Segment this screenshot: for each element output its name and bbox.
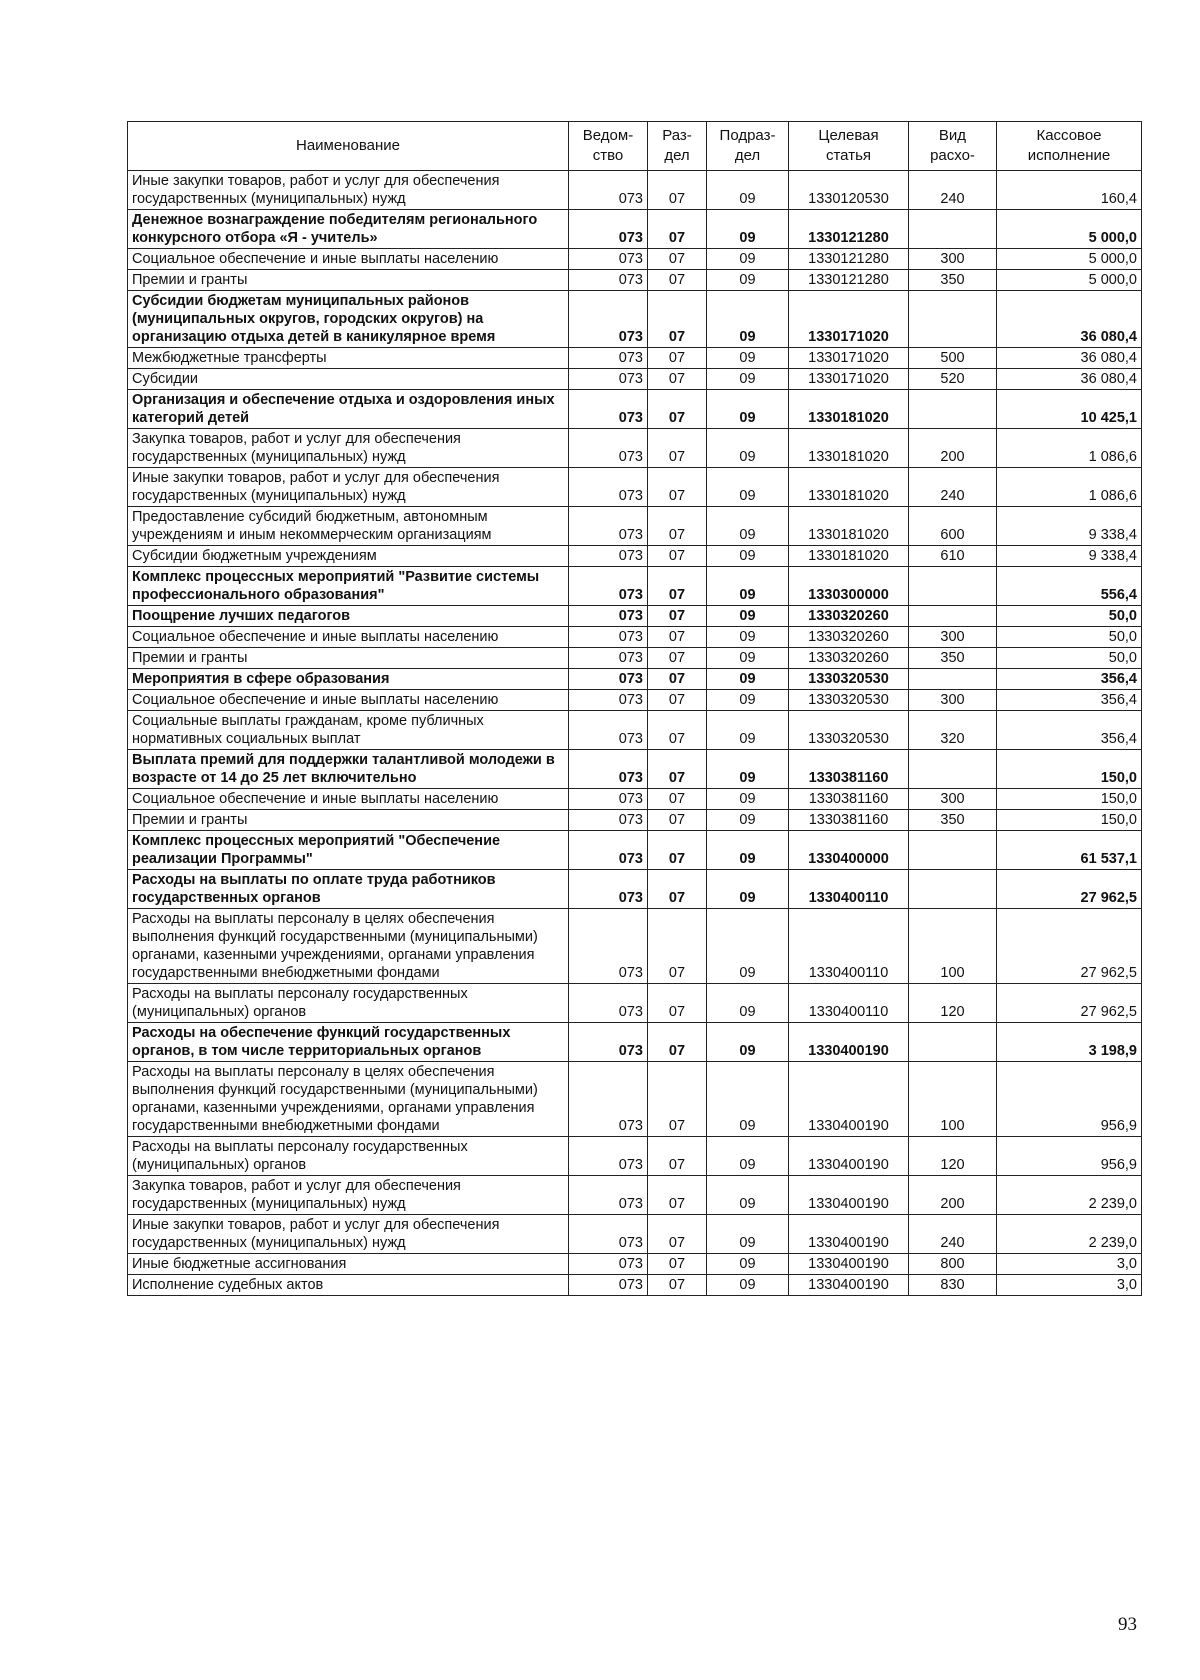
- cell-expense-type: 240: [909, 171, 997, 210]
- cell-section: 07: [648, 390, 707, 429]
- cell-cash-execution: 50,0: [997, 627, 1142, 648]
- budget-execution-table: [127, 121, 1142, 1296]
- cell-name: Расходы на выплаты персоналу государственных (муниципальных) органов: [128, 1137, 569, 1176]
- table-body: [128, 171, 1142, 1296]
- cell-section: 07: [648, 1176, 707, 1215]
- cell-section: 07: [648, 171, 707, 210]
- cell-target-article: 1330320260: [789, 648, 909, 669]
- cell-expense-type: 350: [909, 810, 997, 831]
- cell-section: 07: [648, 429, 707, 468]
- cell-subsection: 09: [707, 669, 789, 690]
- cell-target-article: 1330400110: [789, 909, 909, 984]
- cell-department: 073: [569, 711, 648, 750]
- cell-expense-type: 300: [909, 249, 997, 270]
- cell-department: 073: [569, 648, 648, 669]
- cell-cash-execution: 5 000,0: [997, 270, 1142, 291]
- cell-expense-type: 240: [909, 468, 997, 507]
- cell-expense-type: 300: [909, 627, 997, 648]
- cell-department: 073: [569, 249, 648, 270]
- table-row: [128, 711, 1142, 750]
- cell-expense-type: 830: [909, 1275, 997, 1296]
- cell-subsection: 09: [707, 789, 789, 810]
- cell-department: 073: [569, 270, 648, 291]
- cell-cash-execution: 1 086,6: [997, 429, 1142, 468]
- cell-section: 07: [648, 1023, 707, 1062]
- cell-name: Выплата премий для поддержки талантливой молодежи в возрасте от 14 до 25 лет включительно: [128, 750, 569, 789]
- cell-subsection: 09: [707, 831, 789, 870]
- cell-target-article: 1330320260: [789, 627, 909, 648]
- cell-cash-execution: 50,0: [997, 648, 1142, 669]
- cell-target-article: 1330381160: [789, 789, 909, 810]
- cell-cash-execution: 1 086,6: [997, 468, 1142, 507]
- cell-expense-type: 200: [909, 1176, 997, 1215]
- cell-name: Организация и обеспечение отдыха и оздоровления иных категорий детей: [128, 390, 569, 429]
- cell-department: 073: [569, 810, 648, 831]
- cell-subsection: 09: [707, 606, 789, 627]
- cell-department: 073: [569, 369, 648, 390]
- cell-target-article: 1330300000: [789, 567, 909, 606]
- cell-name: Расходы на выплаты по оплате труда работников государственных органов: [128, 870, 569, 909]
- cell-section: 07: [648, 690, 707, 711]
- cell-section: 07: [648, 210, 707, 249]
- cell-department: 073: [569, 831, 648, 870]
- cell-department: 073: [569, 507, 648, 546]
- cell-target-article: 1330181020: [789, 390, 909, 429]
- cell-cash-execution: 9 338,4: [997, 507, 1142, 546]
- cell-section: 07: [648, 909, 707, 984]
- cell-target-article: 1330400000: [789, 831, 909, 870]
- cell-name: Расходы на выплаты персоналу государственных (муниципальных) органов: [128, 984, 569, 1023]
- cell-name: Социальное обеспечение и иные выплаты населению: [128, 249, 569, 270]
- cell-name: Комплекс процессных мероприятий "Обеспечение реализации Программы": [128, 831, 569, 870]
- cell-section: 07: [648, 810, 707, 831]
- cell-section: 07: [648, 348, 707, 369]
- table-row: [128, 606, 1142, 627]
- cell-target-article: 1330320530: [789, 711, 909, 750]
- cell-expense-type: [909, 750, 997, 789]
- cell-subsection: 09: [707, 390, 789, 429]
- cell-department: 073: [569, 870, 648, 909]
- cell-name: Комплекс процессных мероприятий "Развитие системы профессионального образования": [128, 567, 569, 606]
- cell-name: Субсидии: [128, 369, 569, 390]
- cell-cash-execution: 50,0: [997, 606, 1142, 627]
- cell-target-article: 1330400110: [789, 984, 909, 1023]
- cell-section: 07: [648, 291, 707, 348]
- cell-cash-execution: 5 000,0: [997, 249, 1142, 270]
- cell-subsection: 09: [707, 1062, 789, 1137]
- cell-department: 073: [569, 690, 648, 711]
- cell-department: 073: [569, 171, 648, 210]
- cell-subsection: 09: [707, 270, 789, 291]
- cell-department: 073: [569, 984, 648, 1023]
- cell-target-article: 1330381160: [789, 810, 909, 831]
- cell-department: 073: [569, 1062, 648, 1137]
- cell-section: 07: [648, 648, 707, 669]
- header-target-article: Целевая статья: [789, 122, 909, 171]
- cell-department: 073: [569, 348, 648, 369]
- cell-subsection: 09: [707, 1215, 789, 1254]
- cell-cash-execution: 956,9: [997, 1137, 1142, 1176]
- cell-target-article: 1330400190: [789, 1023, 909, 1062]
- header-name: Наименование: [128, 122, 569, 171]
- table-row: [128, 468, 1142, 507]
- cell-name: Иные бюджетные ассигнования: [128, 1254, 569, 1275]
- table-row: [128, 369, 1142, 390]
- cell-target-article: 1330400190: [789, 1176, 909, 1215]
- cell-section: 07: [648, 1062, 707, 1137]
- cell-name: Расходы на выплаты персоналу в целях обеспечения выполнения функций государственными (муниципальными) органами, казенными учреждениями, органами управления государственными внебюджетными фондами: [128, 909, 569, 984]
- cell-expense-type: 350: [909, 648, 997, 669]
- cell-subsection: 09: [707, 291, 789, 348]
- cell-subsection: 09: [707, 429, 789, 468]
- cell-expense-type: 300: [909, 690, 997, 711]
- cell-expense-type: 100: [909, 1062, 997, 1137]
- cell-target-article: 1330181020: [789, 546, 909, 567]
- table-row: [128, 249, 1142, 270]
- cell-expense-type: [909, 606, 997, 627]
- cell-target-article: 1330181020: [789, 468, 909, 507]
- cell-target-article: 1330381160: [789, 750, 909, 789]
- cell-subsection: 09: [707, 870, 789, 909]
- cell-name: Закупка товаров, работ и услуг для обеспечения государственных (муниципальных) нужд: [128, 429, 569, 468]
- cell-cash-execution: 27 962,5: [997, 870, 1142, 909]
- cell-name: Денежное вознаграждение победителям регионального конкурсного отбора «Я - учитель»: [128, 210, 569, 249]
- cell-target-article: 1330181020: [789, 429, 909, 468]
- cell-subsection: 09: [707, 627, 789, 648]
- table-row: [128, 507, 1142, 546]
- cell-subsection: 09: [707, 210, 789, 249]
- table-row: [128, 567, 1142, 606]
- cell-cash-execution: 956,9: [997, 1062, 1142, 1137]
- cell-target-article: 1330320530: [789, 690, 909, 711]
- cell-name: Исполнение судебных актов: [128, 1275, 569, 1296]
- cell-cash-execution: 356,4: [997, 690, 1142, 711]
- table-row: [128, 546, 1142, 567]
- cell-subsection: 09: [707, 750, 789, 789]
- cell-expense-type: [909, 1023, 997, 1062]
- cell-cash-execution: 2 239,0: [997, 1215, 1142, 1254]
- cell-department: 073: [569, 1137, 648, 1176]
- cell-target-article: 1330121280: [789, 249, 909, 270]
- cell-subsection: 09: [707, 1176, 789, 1215]
- cell-cash-execution: 36 080,4: [997, 291, 1142, 348]
- cell-name: Социальные выплаты гражданам, кроме публичных нормативных социальных выплат: [128, 711, 569, 750]
- cell-target-article: 1330320260: [789, 606, 909, 627]
- cell-expense-type: 200: [909, 429, 997, 468]
- cell-cash-execution: 3 198,9: [997, 1023, 1142, 1062]
- cell-expense-type: 300: [909, 789, 997, 810]
- cell-name: Мероприятия в сфере образования: [128, 669, 569, 690]
- cell-name: Иные закупки товаров, работ и услуг для обеспечения государственных (муниципальных) нужд: [128, 171, 569, 210]
- table-row: [128, 810, 1142, 831]
- cell-section: 07: [648, 249, 707, 270]
- cell-department: 073: [569, 669, 648, 690]
- cell-section: 07: [648, 1254, 707, 1275]
- cell-cash-execution: 160,4: [997, 171, 1142, 210]
- header-cash-execution: Кассовое исполнение: [997, 122, 1142, 171]
- cell-name: Социальное обеспечение и иные выплаты населению: [128, 627, 569, 648]
- cell-department: 073: [569, 1023, 648, 1062]
- cell-section: 07: [648, 507, 707, 546]
- cell-cash-execution: 36 080,4: [997, 369, 1142, 390]
- cell-section: 07: [648, 1137, 707, 1176]
- cell-department: 073: [569, 1254, 648, 1275]
- cell-section: 07: [648, 831, 707, 870]
- cell-expense-type: [909, 669, 997, 690]
- cell-name: Премии и гранты: [128, 270, 569, 291]
- cell-name: Субсидии бюджетным учреждениям: [128, 546, 569, 567]
- cell-subsection: 09: [707, 690, 789, 711]
- header-expense-type: Вид расхо-: [909, 122, 997, 171]
- table-row: [128, 291, 1142, 348]
- cell-expense-type: [909, 831, 997, 870]
- cell-target-article: 1330120530: [789, 171, 909, 210]
- cell-name: Иные закупки товаров, работ и услуг для обеспечения государственных (муниципальных) нужд: [128, 1215, 569, 1254]
- cell-name: Социальное обеспечение и иные выплаты населению: [128, 789, 569, 810]
- cell-department: 073: [569, 390, 648, 429]
- cell-department: 073: [569, 789, 648, 810]
- cell-cash-execution: 27 962,5: [997, 984, 1142, 1023]
- cell-department: 073: [569, 546, 648, 567]
- cell-expense-type: 120: [909, 984, 997, 1023]
- cell-expense-type: [909, 210, 997, 249]
- cell-target-article: 1330171020: [789, 291, 909, 348]
- table-row: [128, 669, 1142, 690]
- cell-department: 073: [569, 750, 648, 789]
- cell-name: Межбюджетные трансферты: [128, 348, 569, 369]
- cell-name: Социальное обеспечение и иные выплаты населению: [128, 690, 569, 711]
- table-row: [128, 1137, 1142, 1176]
- cell-expense-type: [909, 567, 997, 606]
- cell-subsection: 09: [707, 171, 789, 210]
- cell-name: Закупка товаров, работ и услуг для обеспечения государственных (муниципальных) нужд: [128, 1176, 569, 1215]
- cell-expense-type: 350: [909, 270, 997, 291]
- cell-section: 07: [648, 369, 707, 390]
- cell-section: 07: [648, 669, 707, 690]
- cell-subsection: 09: [707, 567, 789, 606]
- cell-cash-execution: 556,4: [997, 567, 1142, 606]
- cell-subsection: 09: [707, 249, 789, 270]
- cell-department: 073: [569, 210, 648, 249]
- cell-subsection: 09: [707, 546, 789, 567]
- cell-target-article: 1330400190: [789, 1137, 909, 1176]
- cell-target-article: 1330400110: [789, 870, 909, 909]
- cell-expense-type: 800: [909, 1254, 997, 1275]
- cell-target-article: 1330400190: [789, 1062, 909, 1137]
- table-row: [128, 984, 1142, 1023]
- cell-department: 073: [569, 909, 648, 984]
- table-row: [128, 348, 1142, 369]
- cell-subsection: 09: [707, 1023, 789, 1062]
- table-row: [128, 390, 1142, 429]
- cell-section: 07: [648, 750, 707, 789]
- table-row: [128, 1062, 1142, 1137]
- cell-name: Расходы на обеспечение функций государственных органов, в том числе территориальных органов: [128, 1023, 569, 1062]
- cell-target-article: 1330121280: [789, 210, 909, 249]
- cell-department: 073: [569, 1275, 648, 1296]
- cell-cash-execution: 150,0: [997, 750, 1142, 789]
- cell-section: 07: [648, 567, 707, 606]
- cell-target-article: 1330320530: [789, 669, 909, 690]
- table-row: [128, 1176, 1142, 1215]
- cell-section: 07: [648, 984, 707, 1023]
- cell-expense-type: 320: [909, 711, 997, 750]
- table-row: [128, 750, 1142, 789]
- cell-section: 07: [648, 1275, 707, 1296]
- cell-target-article: 1330400190: [789, 1215, 909, 1254]
- table-row: [128, 1275, 1142, 1296]
- cell-cash-execution: 5 000,0: [997, 210, 1142, 249]
- header-department: Ведом- ство: [569, 122, 648, 171]
- cell-expense-type: 500: [909, 348, 997, 369]
- cell-target-article: 1330121280: [789, 270, 909, 291]
- cell-subsection: 09: [707, 810, 789, 831]
- cell-target-article: 1330171020: [789, 369, 909, 390]
- cell-target-article: 1330400190: [789, 1254, 909, 1275]
- cell-cash-execution: 356,4: [997, 669, 1142, 690]
- cell-section: 07: [648, 606, 707, 627]
- cell-expense-type: [909, 291, 997, 348]
- cell-department: 073: [569, 291, 648, 348]
- table-row: [128, 627, 1142, 648]
- cell-expense-type: 520: [909, 369, 997, 390]
- cell-expense-type: 100: [909, 909, 997, 984]
- cell-cash-execution: 356,4: [997, 711, 1142, 750]
- cell-subsection: 09: [707, 507, 789, 546]
- cell-expense-type: [909, 390, 997, 429]
- table-row: [128, 270, 1142, 291]
- cell-subsection: 09: [707, 1275, 789, 1296]
- cell-target-article: 1330400190: [789, 1275, 909, 1296]
- table-row: [128, 789, 1142, 810]
- cell-department: 073: [569, 627, 648, 648]
- cell-name: Предоставление субсидий бюджетным, автономным учреждениям и иным некоммерческим организациям: [128, 507, 569, 546]
- cell-department: 073: [569, 468, 648, 507]
- cell-cash-execution: 9 338,4: [997, 546, 1142, 567]
- cell-name: Премии и гранты: [128, 648, 569, 669]
- cell-department: 073: [569, 567, 648, 606]
- cell-subsection: 09: [707, 648, 789, 669]
- cell-subsection: 09: [707, 711, 789, 750]
- cell-section: 07: [648, 546, 707, 567]
- cell-cash-execution: 150,0: [997, 810, 1142, 831]
- table-row: [128, 648, 1142, 669]
- cell-target-article: 1330181020: [789, 507, 909, 546]
- table-row: [128, 870, 1142, 909]
- cell-expense-type: 240: [909, 1215, 997, 1254]
- cell-cash-execution: 36 080,4: [997, 348, 1142, 369]
- cell-cash-execution: 61 537,1: [997, 831, 1142, 870]
- cell-cash-execution: 150,0: [997, 789, 1142, 810]
- cell-section: 07: [648, 468, 707, 507]
- cell-section: 07: [648, 270, 707, 291]
- table-row: [128, 1215, 1142, 1254]
- header-section: Раз- дел: [648, 122, 707, 171]
- cell-department: 073: [569, 429, 648, 468]
- table-row: [128, 690, 1142, 711]
- cell-expense-type: 610: [909, 546, 997, 567]
- page-number: 93: [1118, 1614, 1137, 1635]
- cell-section: 07: [648, 711, 707, 750]
- cell-cash-execution: 2 239,0: [997, 1176, 1142, 1215]
- cell-cash-execution: 3,0: [997, 1275, 1142, 1296]
- cell-section: 07: [648, 1215, 707, 1254]
- cell-subsection: 09: [707, 1137, 789, 1176]
- cell-expense-type: 120: [909, 1137, 997, 1176]
- cell-department: 073: [569, 1215, 648, 1254]
- cell-name: Субсидии бюджетам муниципальных районов (муниципальных округов, городских округов) на организацию отдыха детей в каникулярное время: [128, 291, 569, 348]
- cell-subsection: 09: [707, 468, 789, 507]
- cell-expense-type: [909, 870, 997, 909]
- table-row: [128, 171, 1142, 210]
- cell-section: 07: [648, 870, 707, 909]
- cell-cash-execution: 27 962,5: [997, 909, 1142, 984]
- cell-subsection: 09: [707, 984, 789, 1023]
- cell-name: Иные закупки товаров, работ и услуг для обеспечения государственных (муниципальных) нужд: [128, 468, 569, 507]
- cell-name: Премии и гранты: [128, 810, 569, 831]
- table-row: [128, 210, 1142, 249]
- cell-subsection: 09: [707, 348, 789, 369]
- cell-name: Поощрение лучших педагогов: [128, 606, 569, 627]
- cell-subsection: 09: [707, 1254, 789, 1275]
- cell-section: 07: [648, 789, 707, 810]
- table-row: [128, 831, 1142, 870]
- cell-section: 07: [648, 627, 707, 648]
- header-subsection: Подраз- дел: [707, 122, 789, 171]
- cell-department: 073: [569, 606, 648, 627]
- cell-name: Расходы на выплаты персоналу в целях обеспечения выполнения функций государственными (муниципальными) органами, казенными учреждениями, органами управления государственными внебюджетными фондами: [128, 1062, 569, 1137]
- table-row: [128, 909, 1142, 984]
- cell-subsection: 09: [707, 369, 789, 390]
- cell-expense-type: 600: [909, 507, 997, 546]
- cell-cash-execution: 3,0: [997, 1254, 1142, 1275]
- cell-subsection: 09: [707, 909, 789, 984]
- table-row: [128, 1254, 1142, 1275]
- table-row: [128, 1023, 1142, 1062]
- cell-target-article: 1330171020: [789, 348, 909, 369]
- table-row: [128, 429, 1142, 468]
- cell-department: 073: [569, 1176, 648, 1215]
- cell-cash-execution: 10 425,1: [997, 390, 1142, 429]
- table-header-row: [128, 122, 1142, 171]
